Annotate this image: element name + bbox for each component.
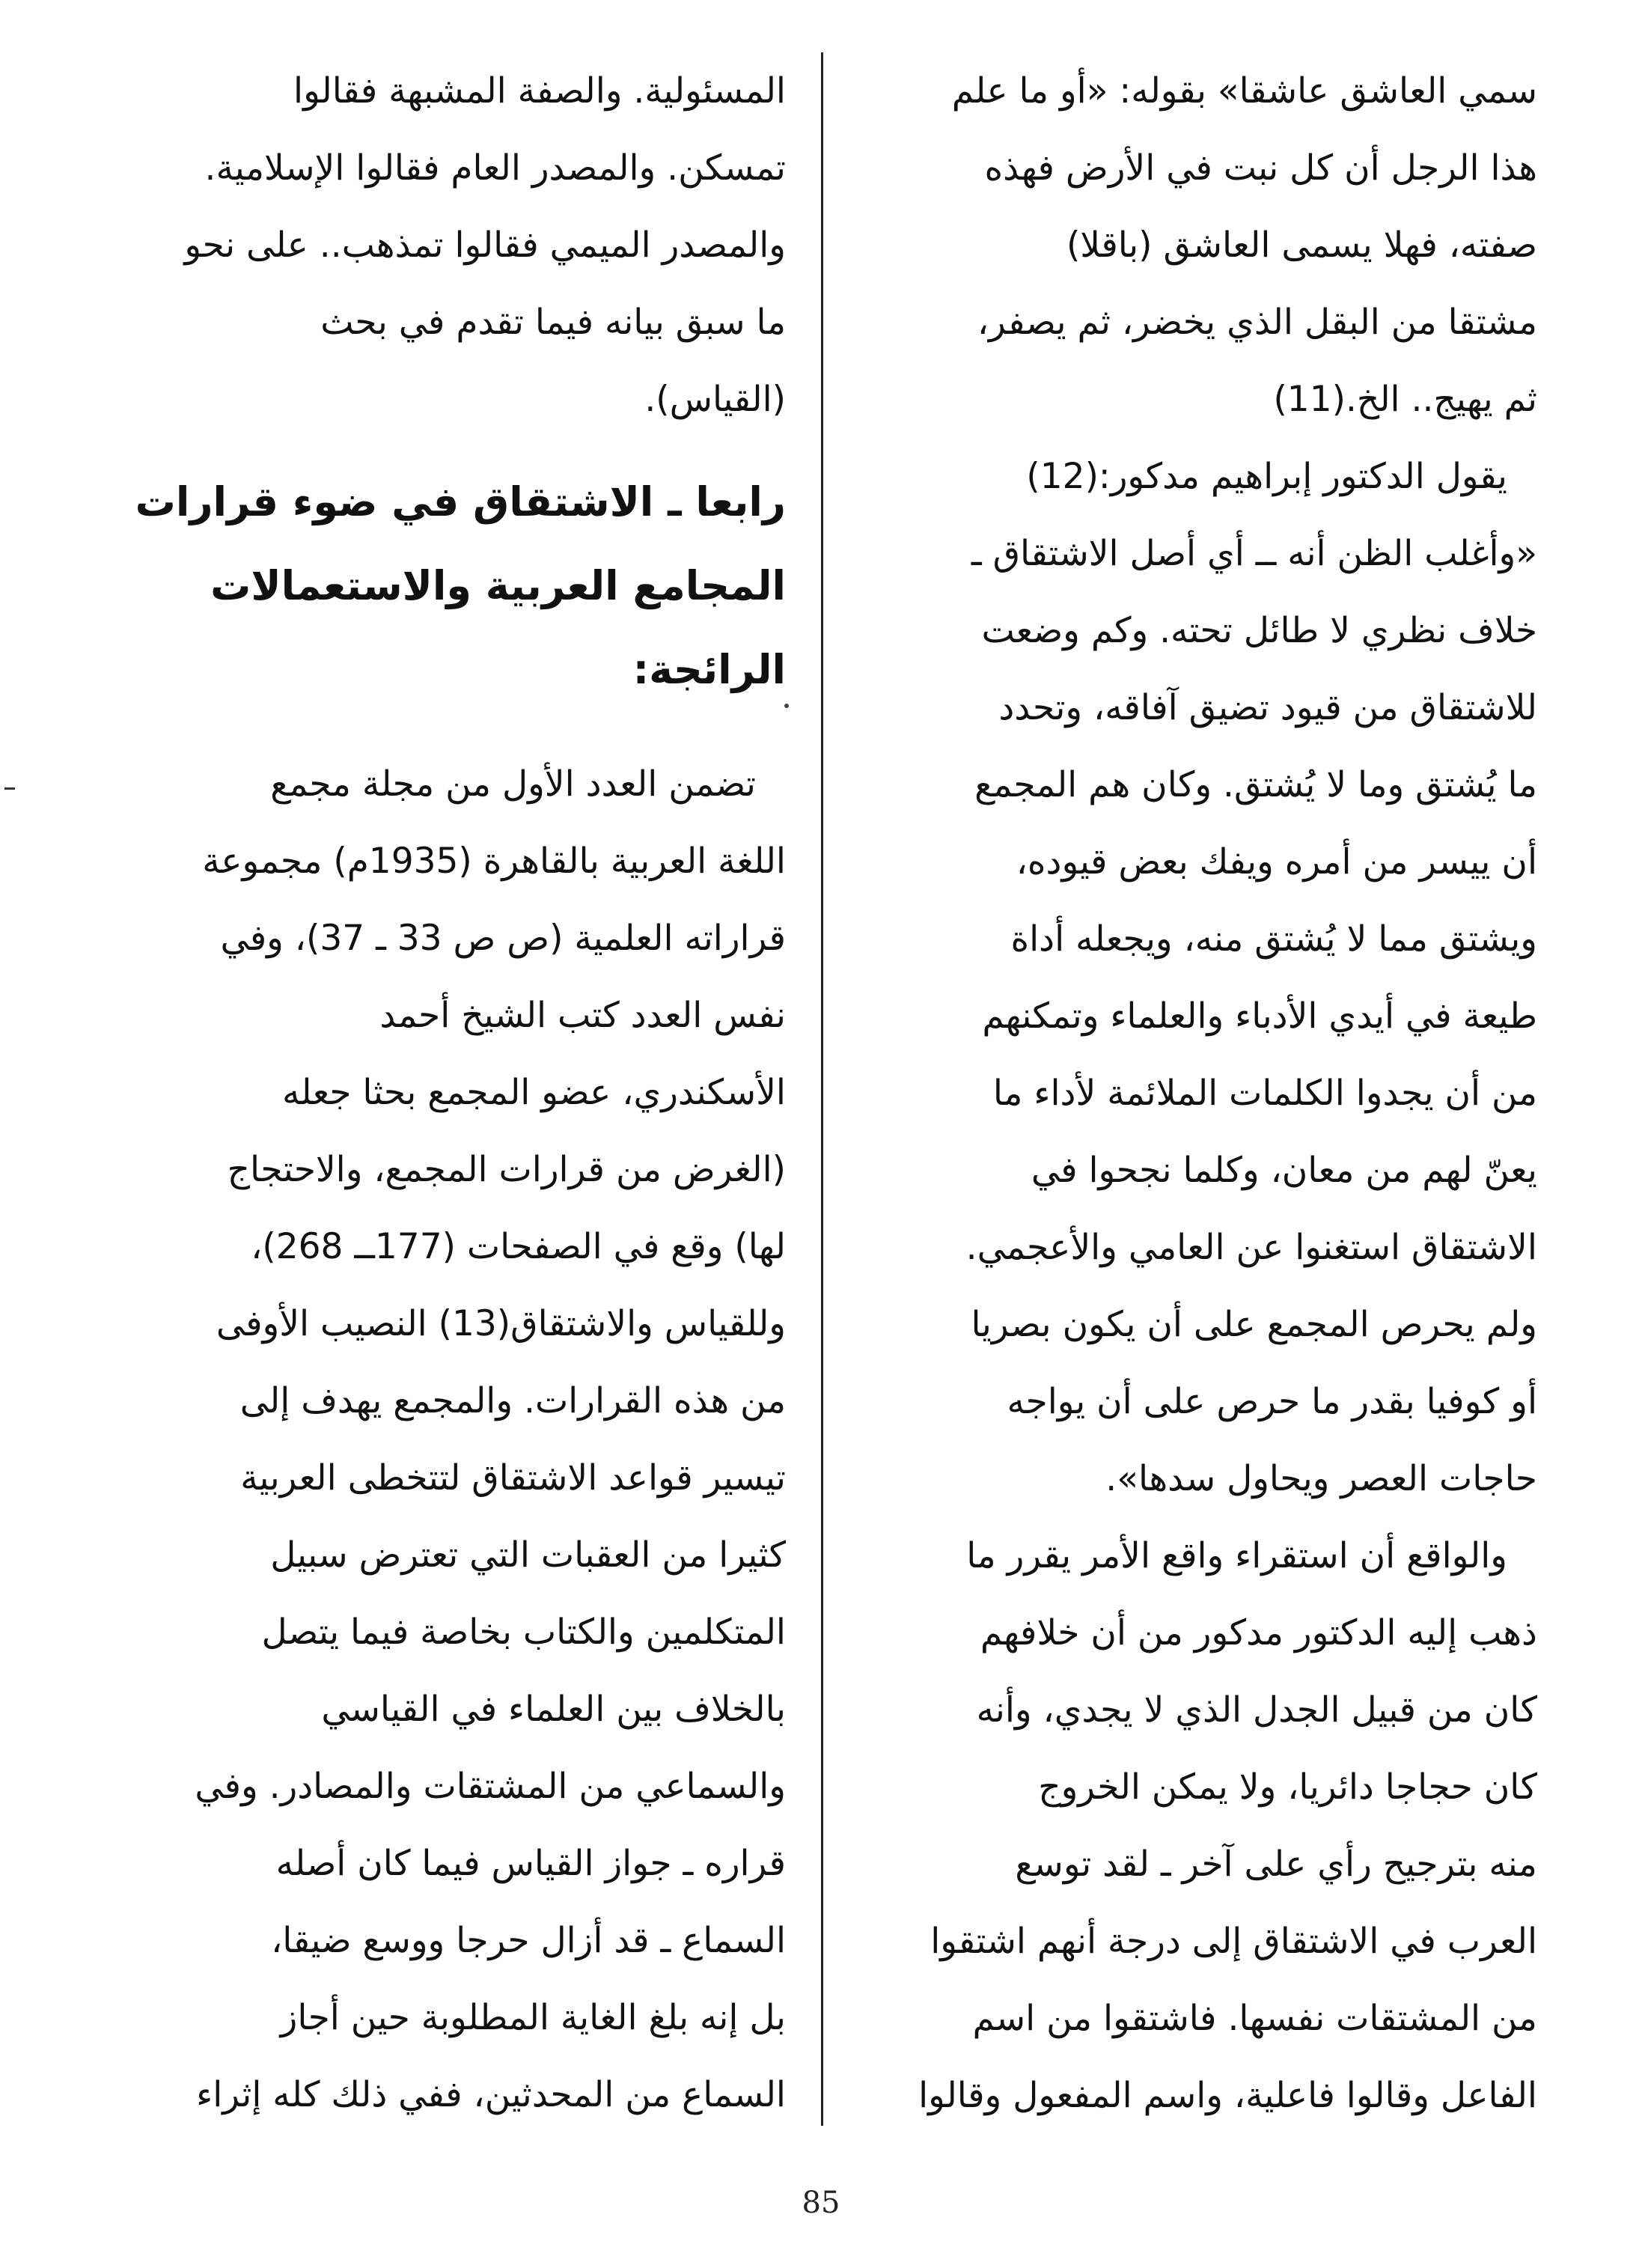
section-heading: المجامع العربية والاستعمالات — [210, 562, 786, 609]
text-line: تضمن العدد الأول من مجلة مجمع — [270, 763, 756, 805]
text-line: حاجات العصر ويحاول سدها». — [1105, 1458, 1537, 1499]
speck-mark — [784, 704, 789, 708]
text-line: والواقع أن استقراء واقع الأمر يقرر ما — [966, 1535, 1507, 1576]
text-line: السماع ـ قد أزال حرجا ووسع ضيقا، — [271, 1920, 786, 1961]
text-line: «وأغلب الظن أنه ــ أي أصل الاشتقاق ـ — [971, 533, 1537, 574]
text-line: من هذه القرارات. والمجمع يهدف إلى — [239, 1380, 786, 1421]
text-line: المتكلمين والكتاب بخاصة فيما يتصل — [261, 1612, 786, 1653]
text-line: تمسكن. والمصدر العام فقالوا الإسلامية. — [204, 147, 786, 189]
text-line: (القياس). — [644, 379, 786, 420]
text-line: كان من قبيل الجدل الذي لا يجدي، وأنه — [976, 1689, 1537, 1731]
text-line: السماع من المحدثين، ففي ذلك كله إثراء — [196, 2074, 786, 2115]
text-line: صفته، فهلا يسمى العاشق (باقلا) — [1066, 225, 1537, 266]
text-line: مشتقا من البقل الذي يخضر، ثم يصفر، — [977, 302, 1537, 343]
text-line: والمصدر الميمي فقالوا تمذهب.. على نحو — [184, 225, 786, 266]
text-line: ثم يهيج.. الخ.(11) — [1273, 379, 1537, 420]
text-line: المسئولية. والصفة المشبهة فقالوا — [293, 70, 786, 112]
text-line: سمي العاشق عاشقا» بقوله: «أو ما علم — [951, 70, 1537, 112]
text-line: الفاعل وقالوا فاعلية، واسم المفعول وقالوا — [918, 2075, 1537, 2116]
text-line: الاشتقاق استغنوا عن العامي والأعجمي. — [965, 1227, 1537, 1268]
text-line: اللغة العربية بالقاهرة (1935م) مجموعة — [202, 841, 786, 882]
text-line: ولم يحرص المجمع على أن يكون بصريا — [971, 1304, 1537, 1345]
text-line: لها) وقع في الصفحات (177ــ 268)، — [251, 1226, 786, 1267]
page-number: 85 — [802, 2186, 840, 2220]
spacer — [75, 438, 786, 460]
text-line: ويشتق مما لا يُشتق منه، ويجعله أداة — [1010, 918, 1537, 960]
text-line: ذهب إليه الدكتور مدكور من أن خلافهم — [980, 1612, 1537, 1653]
text-line: منه بترجيح رأي على آخر ـ لقد توسع — [1015, 1844, 1537, 1885]
text-line: ما يُشتق وما لا يُشتق. وكان هم المجمع — [974, 764, 1537, 805]
text-line: والسماعي من المشتقات والمصادر. وفي — [195, 1766, 786, 1807]
text-line: يقول الدكتور إبراهيم مدكور:(12) — [1026, 456, 1507, 497]
text-line: الأسكندري، عضو المجمع بحثا جعله — [281, 1072, 786, 1113]
left-column — [75, 52, 786, 2133]
margin-mark — [4, 787, 15, 790]
text-line: تيسير قواعد الاشتقاق لتتخطى العربية — [240, 1457, 786, 1499]
text-line: كان حجاجا دائريا، ولا يمكن الخروج — [1038, 1766, 1537, 1808]
text-line: قراره ـ جواز القياس فيما كان أصله — [275, 1843, 786, 1884]
section-heading: الرائجة: — [632, 646, 786, 693]
text-line: بل إنه بلغ الغاية المطلوبة حين أجاز — [280, 1997, 786, 2038]
text-line: أو كوفيا بقدر ما حرص على أن يواجه — [1007, 1381, 1537, 1422]
text-line: العرب في الاشتقاق إلى درجة أنهم اشتقوا — [930, 1921, 1537, 1962]
text-line: للاشتقاق من قيود تضيق آفاقه، وتحدد — [998, 687, 1537, 728]
text-line: من المشتقات نفسها. فاشتقوا من اسم — [972, 1998, 1537, 2039]
text-line: يعنّ لهم من معان، وكلما نجحوا في — [1031, 1150, 1537, 1191]
right-column — [826, 52, 1537, 2134]
text-line: كثيرا من العقبات التي تعترض سبيل — [270, 1534, 786, 1576]
column-divider — [821, 52, 823, 2126]
text-line: ما سبق بيانه فيما تقدم في بحث — [320, 302, 786, 343]
text-line: هذا الرجل أن كل نبت في الأرض فهذه — [984, 147, 1537, 189]
spacer — [75, 712, 786, 746]
text-line: من أن يجدوا الكلمات الملائمة لأداء ما — [992, 1073, 1537, 1114]
text-line: أن ييسر من أمره ويفك بعض قيوده، — [1016, 841, 1537, 882]
text-line: (الغرض من قرارات المجمع، والاحتجاج — [227, 1149, 786, 1190]
text-line: نفس العدد كتب الشيخ أحمد — [379, 995, 786, 1036]
text-line: بالخلاف بين العلماء في القياسي — [321, 1689, 786, 1730]
text-line: قراراته العلمية (ص ص 33 ـ 37)، وفي — [220, 918, 786, 959]
text-line: طيعة في أيدي الأدباء والعلماء وتمكنهم — [982, 996, 1537, 1037]
text-line: خلاف نظري لا طائل تحته. وكم وضعت — [981, 610, 1537, 651]
text-line: وللقياس والاشتقاق(13) النصيب الأوفى — [216, 1303, 786, 1344]
section-heading: رابعا ـ الاشتقاق في ضوء قرارات — [135, 478, 786, 525]
